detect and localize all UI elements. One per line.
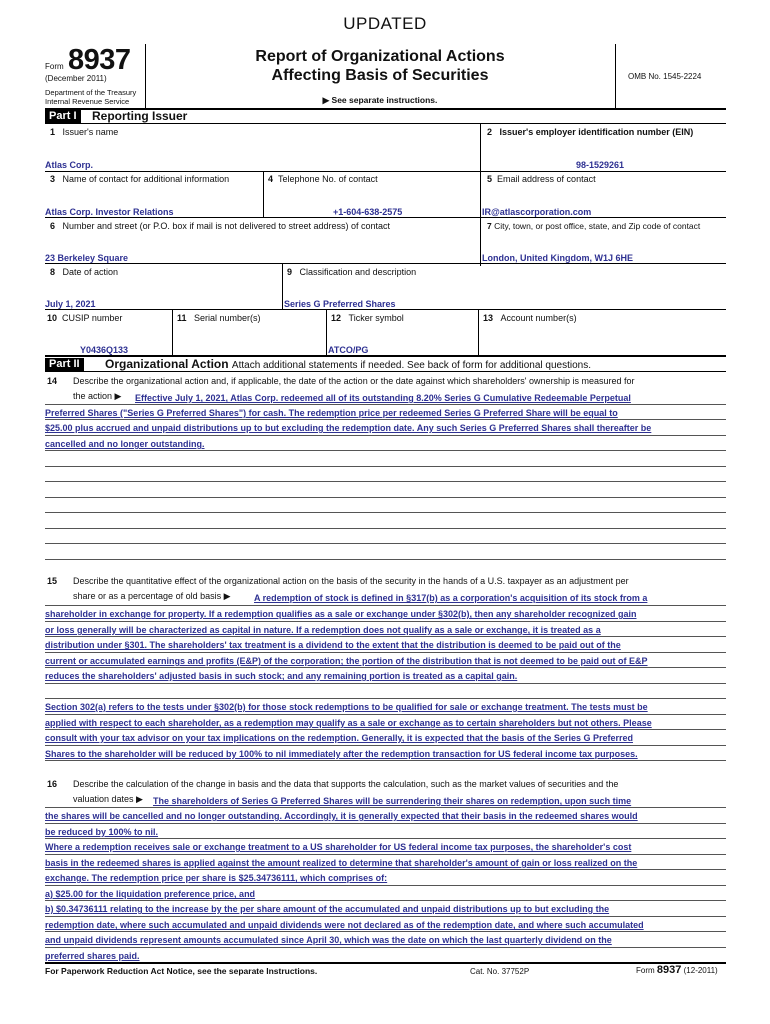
q16-answer-line-10: and unpaid dividends represent amounts accumulated since April 30, which was the date on which the last quarterly dividend on the bbox=[45, 935, 612, 945]
field-1-label: 1 Issuer's name bbox=[50, 127, 119, 137]
q15-answer-line-3: or loss generally will be characterized as capital in nature. If a redemption does not qualify as a sale or exchange, it is treated as a bbox=[45, 625, 601, 635]
form-revision: (December 2011) bbox=[45, 74, 107, 83]
field-2-label: 2 Issuer's employer identification number (EIN) bbox=[487, 127, 694, 137]
q16-answer-line-4: Where a redemption receives sale or exchange treatment to a US shareholder for US federal income tax purposes, the shareholder's cost bbox=[45, 842, 632, 852]
form-title-line-1: Report of Organizational Actions bbox=[255, 48, 505, 65]
catalog-number: Cat. No. 37752P bbox=[470, 967, 530, 976]
q16-answer-line-7: a) $25.00 for the liquidation preference price, and bbox=[45, 889, 256, 899]
cusip-value: Y0436Q133 bbox=[80, 345, 129, 355]
field-10-label: 10 CUSIP number bbox=[47, 313, 123, 323]
q14-number: 14 bbox=[47, 376, 58, 386]
field-8-label: 8 Date of action bbox=[50, 267, 119, 277]
q14-answer-line-1: Effective July 1, 2021, Atlas Corp. redeemed all of its outstanding 8.20% Series G Cumulative Redeemable Perpetual bbox=[135, 393, 631, 403]
q15-question-line-1: Describe the quantitative effect of the organizational action on the basis of the security in the hands of a U.S. taxpayer as an adjustment per bbox=[73, 576, 629, 586]
ein-value: 98-1529261 bbox=[576, 160, 625, 170]
q14-answer-line-3: $25.00 plus accrued and unpaid distributions up to but excluding the redemption date. Any such Series G Preferred Shares shall thereafter be bbox=[45, 423, 652, 433]
q14-answer-line-4: cancelled and no longer outstanding. bbox=[45, 439, 205, 449]
city-value: London, United Kingdom, W1J 6HE bbox=[482, 253, 633, 263]
field-9-label: 9 Classification and description bbox=[287, 267, 417, 277]
q15-question-line-2: share or as a percentage of old basis ▶ bbox=[73, 591, 231, 601]
field-5-label: 5 Email address of contact bbox=[487, 174, 596, 184]
q15-answer-line-10: Shares to the shareholder will be reduced by 100% to nil immediately after the redemption transaction for US federal income tax purposes. bbox=[45, 749, 638, 759]
q16-answer-line-9: redemption date, where such accumulated and unpaid dividends were not declared as of the redemption date, and where such accumulated bbox=[45, 920, 644, 930]
dept-line-2: Internal Revenue Service bbox=[45, 97, 130, 106]
updated-stamp: UPDATED bbox=[343, 14, 427, 33]
q16-number: 16 bbox=[47, 779, 58, 789]
part-1-title: Reporting Issuer bbox=[92, 109, 188, 123]
ticker-value: ATCO/PG bbox=[328, 345, 369, 355]
q16-answer-line-11: preferred shares paid. bbox=[45, 951, 140, 961]
form-title-line-2: Affecting Basis of Securities bbox=[271, 67, 489, 84]
part-1-label: Part I bbox=[45, 110, 81, 123]
q15-answer-line-6: reduces the shareholders' adjusted basis in such stock; and any remaining portion is treated as a capital gain. bbox=[45, 671, 518, 681]
q16-answer-line-3: be reduced by 100% to nil. bbox=[45, 827, 159, 837]
q16-answer-line-5: basis in the redeemed shares is applied against the amount realized to determine that shareholder's amount of gain or loss realized on the bbox=[45, 858, 638, 868]
field-6-label: 6 Number and street (or P.O. box if mail is not delivered to street address) of contact bbox=[50, 221, 391, 231]
field-7-label: 7 City, town, or post office, state, and Zip code of contact bbox=[487, 221, 701, 231]
q15-answer-line-4: distribution under §301. The shareholders' tax treatment is a dividend to the extent that the distribution is deemed to be paid out of the bbox=[45, 640, 621, 650]
q14-answer-line-2: Preferred Shares ("Series G Preferred Shares") for cash. The redemption price per redeemed Series G Preferred Share will be equal to bbox=[45, 408, 618, 418]
see-instructions: ▶ See separate instructions. bbox=[322, 95, 438, 105]
field-11-label: 11 Serial number(s) bbox=[177, 313, 261, 323]
q15-number: 15 bbox=[47, 576, 58, 586]
date-of-action-value: July 1, 2021 bbox=[45, 299, 96, 309]
q15-answer-line-2: shareholder in exchange for property. If a redemption qualifies as a sale or exchange under §302(b), then any shareholder recognized gain bbox=[45, 609, 637, 619]
q14-question-line-2: the action ▶ bbox=[73, 391, 122, 401]
q15-answer-line-5: current or accumulated earnings and profits (E&P) of the corporation; the portion of the distribution that is not deemed to be paid out of E&P bbox=[45, 656, 648, 666]
q16-answer-line-2: the shares will be cancelled and no longer outstanding. Accordingly, it is generally expected that their basis in the redeemed shares would bbox=[45, 811, 638, 821]
field-4-label: 4 Telephone No. of contact bbox=[268, 174, 378, 184]
form-word: Form bbox=[45, 62, 64, 71]
q16-answer-line-6: exchange. The redemption price per share is $25.34736111, which comprises of: bbox=[45, 873, 388, 883]
issuer-name-value: Atlas Corp. bbox=[45, 160, 94, 170]
q15-answer-line-9: consult with your tax advisor on your tax implications on the redemption. Generally, it is expected that the basis of the Series G Preferred bbox=[45, 733, 633, 743]
field-13-label: 13 Account number(s) bbox=[483, 313, 577, 323]
q14-question-line-1: Describe the organizational action and, if applicable, the date of the action or the date against which shareholders' ownership is measured for bbox=[73, 376, 635, 386]
field-3-label: 3 Name of contact for additional information bbox=[50, 174, 230, 184]
footer-form-id: Form 8937 (12-2011) bbox=[636, 964, 718, 976]
form-number: 8937 bbox=[68, 44, 131, 76]
street-value: 23 Berkeley Square bbox=[45, 253, 129, 263]
contact-name-value: Atlas Corp. Investor Relations bbox=[45, 207, 174, 217]
email-value: IR@atlascorporation.com bbox=[482, 207, 592, 217]
q16-question-line-2: valuation dates ▶ bbox=[73, 794, 143, 804]
dept-line-1: Department of the Treasury bbox=[45, 88, 137, 97]
omb-number: OMB No. 1545-2224 bbox=[628, 72, 702, 81]
part-2-label: Part II bbox=[45, 358, 84, 371]
q16-question-line-1: Describe the calculation of the change in basis and the data that supports the calculation, such as the market values of securities and the bbox=[73, 779, 619, 789]
part-2-title: Organizational Action Attach additional statements if needed. See back of form for additional questions. bbox=[105, 357, 592, 371]
q15-answer-line-7: Section 302(a) refers to the tests under §302(b) for those stock redemptions to be qualified for sale or exchange treatment. The tests must be bbox=[45, 702, 648, 712]
q16-answer-line-8: b) $0.34736111 relating to the increase by the per share amount of the accumulated and unpaid distributions up to but excluding the bbox=[45, 904, 610, 914]
field-12-label: 12 Ticker symbol bbox=[331, 313, 404, 323]
telephone-value: +1-604-638-2575 bbox=[333, 207, 403, 217]
q16-answer-line-1: The shareholders of Series G Preferred Shares will be surrendering their shares on redemption, upon such time bbox=[153, 796, 632, 806]
classification-value: Series G Preferred Shares bbox=[284, 299, 396, 309]
q15-answer-line-8: applied with respect to each shareholder, as a redemption may qualify as a sale or exchange as to certain shareholders but not others. Please bbox=[45, 718, 652, 728]
paperwork-notice: For Paperwork Reduction Act Notice, see the separate Instructions. bbox=[45, 966, 318, 976]
q15-answer-line-1: A redemption of stock is defined in §317(b) as a corporation's acquisition of its stock from a bbox=[254, 593, 648, 603]
